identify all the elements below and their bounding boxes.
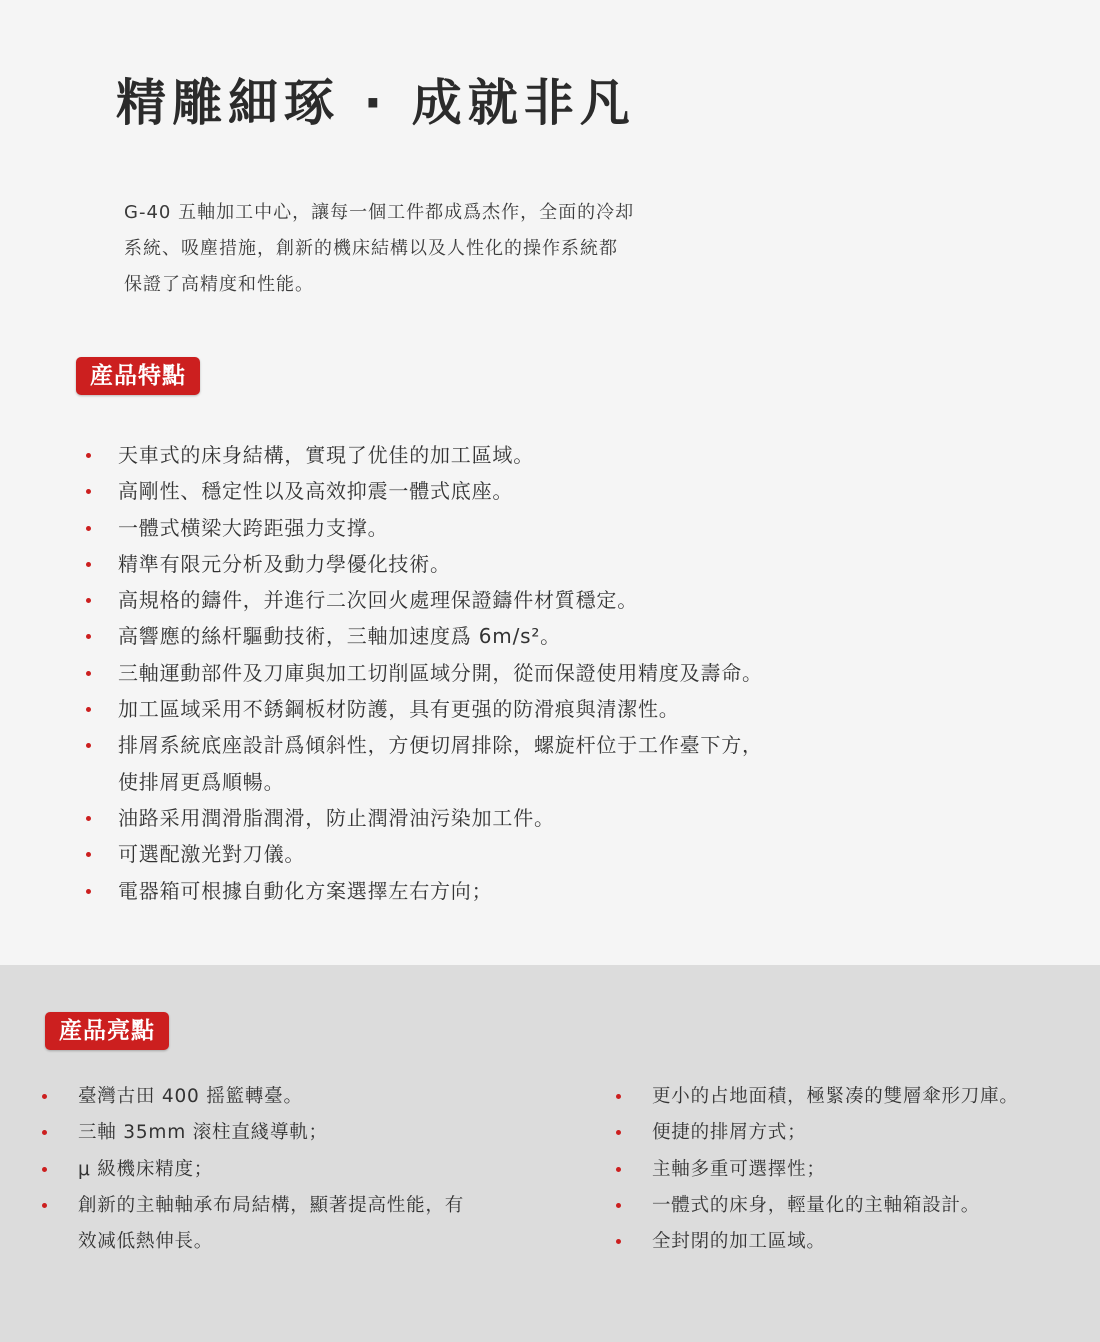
highlights-heading-badge: 産品亮點	[45, 1012, 169, 1050]
list-item	[84, 655, 984, 691]
list-item	[84, 873, 984, 909]
list-item	[84, 582, 984, 618]
bullet-icon	[86, 598, 91, 603]
intro-paragraph	[124, 195, 704, 303]
intro-line: 保證了高精度和性能。	[124, 274, 314, 295]
feature-text: 使排屑更爲順暢。	[118, 769, 285, 794]
bullet-icon	[86, 489, 91, 494]
highlight-text: 便捷的排屑方式；	[652, 1122, 807, 1144]
intro-line: 系統、吸塵措施，創新的機床結構以及人性化的操作系統都	[124, 238, 618, 259]
bullet-icon	[42, 1167, 47, 1172]
highlight-text: 全封閉的加工區域。	[652, 1231, 826, 1253]
highlight-text: 更小的占地面積，極緊凑的雙層傘形刀庫。	[652, 1086, 1019, 1107]
list-item	[84, 836, 984, 872]
highlights-right-list	[614, 1079, 1084, 1260]
list-item	[614, 1115, 1084, 1151]
highlight-text: 一體式的床身，輕量化的主軸箱設計。	[652, 1194, 981, 1216]
bullet-icon	[86, 852, 91, 857]
bullet-icon	[86, 889, 91, 894]
features-heading-badge: 産品特點	[76, 357, 200, 395]
list-item	[614, 1079, 1084, 1115]
feature-text: 高規格的鑄件，并進行二次回火處理保證鑄件材質穩定。	[118, 588, 638, 613]
list-item	[40, 1115, 520, 1151]
features-list	[84, 437, 984, 909]
bullet-icon	[616, 1239, 621, 1244]
bullet-icon	[86, 671, 91, 676]
highlights-left-list	[40, 1079, 520, 1260]
feature-text: 油路采用潤滑脂潤滑，防止潤滑油污染加工件。	[118, 805, 555, 830]
feature-text: 高響應的絲杆驅動技術，三軸加速度爲 6m/s²。	[118, 624, 561, 649]
feature-text: 可選配激光對刀儀。	[118, 842, 306, 867]
list-item	[84, 473, 984, 509]
bullet-icon	[86, 562, 91, 567]
bullet-icon	[86, 743, 91, 748]
highlight-text: 效减低熱伸長。	[78, 1231, 214, 1253]
bullet-icon	[86, 707, 91, 712]
list-item-continuation	[84, 764, 984, 800]
list-item	[614, 1224, 1084, 1260]
feature-text: 三軸運動部件及刀庫與加工切削區域分開，從而保證使用精度及壽命。	[118, 660, 763, 685]
bullet-icon	[616, 1130, 621, 1135]
bullet-icon	[616, 1094, 621, 1099]
list-item	[84, 546, 984, 582]
list-item	[40, 1188, 520, 1224]
list-item	[84, 618, 984, 654]
page-title: 精雕細琢 · 成就非凡	[116, 74, 636, 132]
list-item	[84, 437, 984, 473]
feature-text: 精準有限元分析及動力學優化技術。	[118, 551, 451, 576]
list-item	[84, 510, 984, 546]
list-item	[614, 1152, 1084, 1188]
highlight-text: μ 級機床精度；	[78, 1158, 214, 1180]
list-item	[84, 727, 984, 763]
feature-text: 加工區域采用不銹鋼板材防護，具有更强的防滑痕與清潔性。	[118, 697, 680, 722]
bullet-icon	[86, 453, 91, 458]
bullet-icon	[42, 1203, 47, 1208]
highlight-text: 主軸多重可選擇性；	[652, 1158, 826, 1180]
bullet-icon	[42, 1130, 47, 1135]
highlight-text: 創新的主軸軸承布局結構，顯著提高性能，有	[78, 1194, 465, 1216]
intro-line: G-40 五軸加工中心，讓每一個工件都成爲杰作，全面的冷却	[124, 202, 635, 223]
list-item-continuation	[40, 1224, 520, 1260]
bullet-icon	[42, 1094, 47, 1099]
list-item	[40, 1079, 520, 1115]
feature-text: 天車式的床身結構，實現了优佳的加工區域。	[118, 443, 534, 467]
list-item	[84, 800, 984, 836]
bullet-icon	[616, 1203, 621, 1208]
feature-text: 高剛性、穩定性以及高效抑震一體式底座。	[118, 479, 514, 504]
bullet-icon	[86, 634, 91, 639]
list-item	[40, 1152, 520, 1188]
feature-text: 排屑系統底座設計爲傾斜性，方便切屑排除，螺旋杆位于工作臺下方，	[118, 733, 763, 758]
bullet-icon	[86, 526, 91, 531]
feature-text: 電器箱可根據自動化方案選擇左右方向；	[118, 878, 493, 903]
bullet-icon	[86, 816, 91, 821]
bullet-icon	[616, 1167, 621, 1172]
highlight-text: 三軸 35mm 滚柱直綫導軌；	[78, 1122, 328, 1144]
list-item	[84, 691, 984, 727]
list-item	[614, 1188, 1084, 1224]
highlight-text: 臺灣古田 400 摇籃轉臺。	[78, 1086, 303, 1107]
feature-text: 一體式横梁大跨距强力支撑。	[118, 515, 389, 540]
